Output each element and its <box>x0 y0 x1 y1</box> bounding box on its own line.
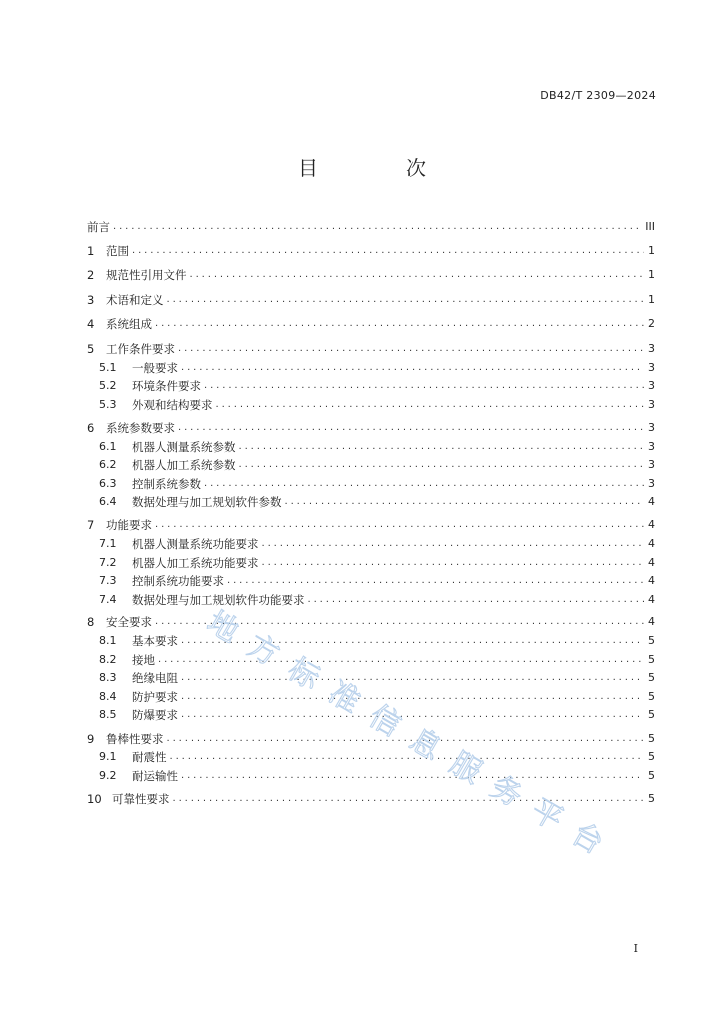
toc-entry[interactable] <box>87 341 655 357</box>
toc-entry-label: 防爆要求 <box>132 708 178 722</box>
toc-entry-number: 8.2 <box>99 653 117 666</box>
toc-entry-number: 7.4 <box>99 593 117 606</box>
toc-entry-label: 机器人测量系统参数 <box>132 440 236 454</box>
toc-entry[interactable] <box>99 536 655 552</box>
toc-entry-page: 1 <box>648 293 655 306</box>
toc-entry[interactable] <box>87 614 655 630</box>
toc-entry-label: 鲁棒性要求 <box>106 732 164 746</box>
toc-entry-page: 5 <box>648 671 655 684</box>
watermark-char: 务 <box>484 769 528 815</box>
toc-entry[interactable] <box>99 555 655 571</box>
dot-leader <box>155 316 644 332</box>
dot-leader <box>181 689 644 705</box>
toc-entry-label: 术语和定义 <box>106 293 164 307</box>
toc-entry-label: 数据处理与加工规划软件功能要求 <box>132 593 305 607</box>
dot-leader <box>167 292 645 308</box>
dot-leader <box>239 457 645 473</box>
toc-entry-page: 5 <box>648 769 655 782</box>
dot-leader <box>167 731 645 747</box>
toc-entry[interactable] <box>87 517 655 533</box>
toc-entry-page: 4 <box>648 615 655 628</box>
toc-entry-label: 功能要求 <box>106 518 152 532</box>
toc-entry-page: 5 <box>648 634 655 647</box>
toc-entry-label: 规范性引用文件 <box>106 268 187 282</box>
toc-entry-label: 机器人测量系统功能要求 <box>132 537 259 551</box>
dot-leader <box>181 707 644 723</box>
toc-entry-page: 4 <box>648 593 655 606</box>
dot-leader <box>181 360 644 376</box>
toc-entry[interactable] <box>99 633 655 649</box>
toc-entry-label: 可靠性要求 <box>112 792 170 806</box>
toc-entry-number: 5 <box>87 342 95 356</box>
toc-entry-label: 安全要求 <box>106 615 152 629</box>
toc-entry-number: 3 <box>87 293 95 307</box>
dot-leader <box>308 592 645 608</box>
page-number: I <box>633 942 638 955</box>
dot-leader <box>178 420 644 436</box>
toc-entry-page: 4 <box>648 537 655 550</box>
toc-entry-label: 范围 <box>106 244 129 258</box>
toc-entry-label: 接地 <box>132 653 155 667</box>
toc-entry[interactable] <box>87 731 655 747</box>
dot-leader <box>158 652 644 668</box>
toc-entry-page: 3 <box>648 477 655 490</box>
dot-leader <box>285 494 645 510</box>
toc-entry-page: 3 <box>648 440 655 453</box>
toc-entry[interactable] <box>99 689 655 705</box>
dot-leader <box>227 573 644 589</box>
toc-entry[interactable] <box>87 267 655 283</box>
toc-entry-page: 3 <box>648 361 655 374</box>
dot-leader <box>170 749 645 765</box>
dot-leader <box>181 633 644 649</box>
toc-entry-number: 4 <box>87 317 95 331</box>
toc-entry-page: 5 <box>648 732 655 745</box>
toc-entry-label: 耐震性 <box>132 750 167 764</box>
toc-entry[interactable] <box>87 243 655 259</box>
watermark-char: 平 <box>525 792 569 838</box>
toc-entry-number: 6.4 <box>99 495 117 508</box>
toc-entry-page: 3 <box>648 342 655 355</box>
toc-entry-number: 9 <box>87 732 95 746</box>
dot-leader <box>155 517 644 533</box>
toc-entry-number: 8 <box>87 615 95 629</box>
toc-entry-number: 5.1 <box>99 361 117 374</box>
toc-entry[interactable] <box>99 592 655 608</box>
toc-entry-label: 防护要求 <box>132 690 178 704</box>
toc-entry[interactable] <box>87 219 655 235</box>
toc-entry[interactable] <box>87 316 655 332</box>
toc-entry-number: 8.5 <box>99 708 117 721</box>
toc-entry-label: 外观和结构要求 <box>132 398 213 412</box>
toc-entry-page: 5 <box>648 750 655 763</box>
toc-entry-page: 1 <box>648 268 655 281</box>
toc-entry-page: III <box>645 220 655 233</box>
toc-entry-label: 系统组成 <box>106 317 152 331</box>
dot-leader <box>239 439 645 455</box>
toc-entry-label: 系统参数要求 <box>106 421 175 435</box>
toc-entry-page: 1 <box>648 244 655 257</box>
toc-entry-number: 6.1 <box>99 440 117 453</box>
toc-entry[interactable] <box>99 378 655 394</box>
toc-entry-label: 数据处理与加工规划软件参数 <box>132 495 282 509</box>
toc-entry-label: 机器人加工系统参数 <box>132 458 236 472</box>
toc-entry[interactable] <box>87 420 655 436</box>
toc-entry-label: 一般要求 <box>132 361 178 375</box>
toc-entry[interactable] <box>99 652 655 668</box>
dot-leader <box>132 243 644 259</box>
toc-entry-page: 4 <box>648 574 655 587</box>
toc-entry-number: 5.3 <box>99 398 117 411</box>
toc-entry-number: 7.2 <box>99 556 117 569</box>
toc-entry[interactable] <box>99 707 655 723</box>
toc-entry-page: 4 <box>648 495 655 508</box>
dot-leader <box>178 341 644 357</box>
toc-entry-page: 5 <box>648 708 655 721</box>
toc-entry-number: 10 <box>87 792 102 806</box>
watermark-char: 地 <box>201 604 245 650</box>
document-code: DB42/T 2309—2024 <box>540 89 656 102</box>
dot-leader <box>204 476 644 492</box>
toc-entry-page: 4 <box>648 518 655 531</box>
toc-entry-number: 9.2 <box>99 769 117 782</box>
watermark-char: 方 <box>241 628 285 674</box>
watermark-char: 信 <box>363 698 407 744</box>
toc-entry-page: 3 <box>648 398 655 411</box>
toc-entry-label: 绝缘电阻 <box>132 671 178 685</box>
watermark-char: 准 <box>322 675 366 721</box>
toc-entry-page: 5 <box>648 792 655 805</box>
toc-entry-number: 5.2 <box>99 379 117 392</box>
toc-entry-number: 8.1 <box>99 634 117 647</box>
toc-entry-number: 1 <box>87 244 95 258</box>
toc-entry[interactable] <box>99 494 655 510</box>
watermark-char: 标 <box>282 651 326 697</box>
toc-entry-page: 3 <box>648 421 655 434</box>
toc-entry[interactable] <box>99 670 655 686</box>
toc-entry-number: 8.3 <box>99 671 117 684</box>
toc-entry-label: 耐运输性 <box>132 769 178 783</box>
toc-entry[interactable] <box>87 292 655 308</box>
watermark-char: 台 <box>565 816 609 862</box>
toc-entry[interactable] <box>99 439 655 455</box>
dot-leader <box>181 670 644 686</box>
dot-leader <box>173 791 645 807</box>
dot-leader <box>262 555 645 571</box>
watermark-char: 息 <box>403 722 447 768</box>
toc-entry-page: 3 <box>648 379 655 392</box>
toc-entry-label: 基本要求 <box>132 634 178 648</box>
dot-leader <box>181 768 644 784</box>
dot-leader <box>204 378 644 394</box>
toc-entry-page: 5 <box>648 653 655 666</box>
dot-leader <box>190 267 645 283</box>
toc-entry-number: 7.1 <box>99 537 117 550</box>
toc-entry[interactable] <box>99 768 655 784</box>
toc-entry[interactable] <box>99 573 655 589</box>
toc-entry[interactable] <box>99 476 655 492</box>
toc-entry-number: 6 <box>87 421 95 435</box>
toc-entry-number: 7 <box>87 518 95 532</box>
dot-leader <box>113 219 641 235</box>
toc-entry-page: 4 <box>648 556 655 569</box>
toc-entry-page: 2 <box>648 317 655 330</box>
toc-entry-label: 机器人加工系统功能要求 <box>132 556 259 570</box>
toc-entry-number: 6.2 <box>99 458 117 471</box>
toc-entry[interactable] <box>99 457 655 473</box>
toc-entry-number: 7.3 <box>99 574 117 587</box>
toc-title: 目 次 <box>298 156 460 180</box>
toc-entry-label: 前言 <box>87 220 110 234</box>
toc-entry-number: 6.3 <box>99 477 117 490</box>
dot-leader <box>262 536 645 552</box>
dot-leader <box>155 614 644 630</box>
toc-entry-label: 控制系统功能要求 <box>132 574 224 588</box>
toc-entry-number: 2 <box>87 268 95 282</box>
toc-entry-page: 5 <box>648 690 655 703</box>
toc-entry[interactable] <box>99 360 655 376</box>
toc-entry-label: 控制系统参数 <box>132 477 201 491</box>
toc-entry[interactable] <box>99 749 655 765</box>
toc-entry-number: 9.1 <box>99 750 117 763</box>
toc-entry-page: 3 <box>648 458 655 471</box>
toc-entry[interactable] <box>99 397 655 413</box>
dot-leader <box>216 397 645 413</box>
toc-entry-label: 环境条件要求 <box>132 379 201 393</box>
watermark-char: 服 <box>444 745 488 791</box>
toc-entry-number: 8.4 <box>99 690 117 703</box>
toc-entry[interactable] <box>87 791 655 807</box>
toc-entry-label: 工作条件要求 <box>106 342 175 356</box>
